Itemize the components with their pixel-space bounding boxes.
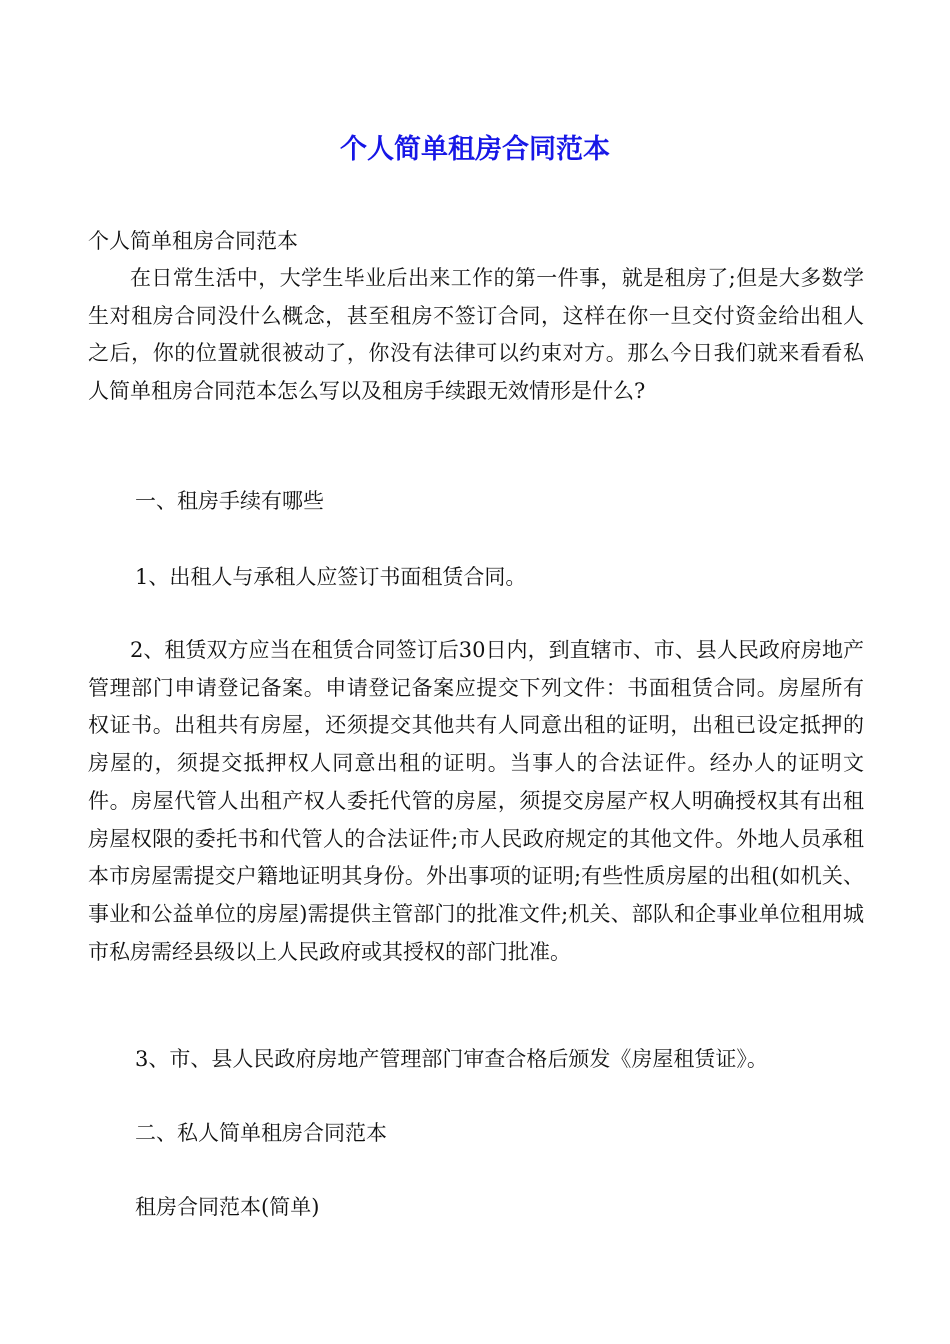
section-2-heading: 二、私人简单租房合同范本	[135, 1121, 387, 1145]
list-item-2: 2、租赁双方应当在租赁合同签订后30日内，到直辖市、市、县人民政府房地产管理部门申请登记备案。申请登记备案应提交下列文件：书面租赁合同。房屋所有权证书。出租共有房屋，还须提交其他共有人同意出租的证明，出租已设定抵押的房屋的，须提交抵押权人同意出租的证明。当事人的合法证件。经办人的证明文件。房屋代管人出租产权人委托代管的房屋，须提交房屋产权人明确授权其有出租房屋权限的委托书和代管人的合法证件;市人民政府规定的其他文件。外地人员承租本市房屋需提交户籍地证明其身份。外出事项的证明;有些性质房屋的出租(如机关、事业和公益单位的房屋)需提供主管部门的批准文件;机关、部队和企事业单位租用城市私房需经县级以上人民政府或其授权的部门批准。	[88, 638, 864, 964]
intro-paragraph: 在日常生活中，大学生毕业后出来工作的第一件事，就是租房了;但是大多数学生对租房合同没什么概念，甚至租房不签订合同，这样在你一旦交付资金给出租人之后，你的位置就很被动了，你没有法律可以约束对方。那么今日我们就来看看私人简单租房合同范本怎么写以及租房手续跟无效情形是什么?	[88, 266, 864, 404]
section-1-heading: 一、租房手续有哪些	[135, 489, 324, 513]
document-title: 个人简单租房合同范本	[340, 134, 610, 165]
sample-contract-heading: 租房合同范本(简单)	[135, 1195, 320, 1219]
list-item-1: 1、出租人与承租人应签订书面租赁合同。	[135, 565, 527, 589]
document-subtitle: 个人简单租房合同范本	[88, 229, 298, 253]
list-item-3: 3、市、县人民政府房地产管理部门审查合格后颁发《房屋租赁证》。	[135, 1047, 768, 1071]
